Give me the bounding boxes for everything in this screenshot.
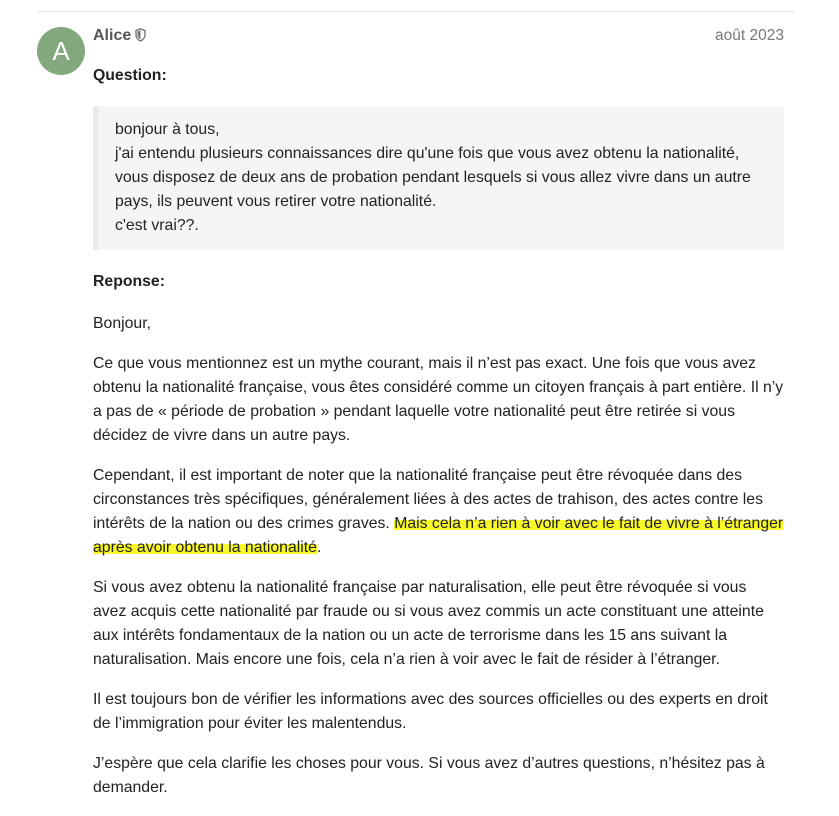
- paragraph-text: Cependant, il est important de noter que la nationalité française peut être révoquée dans des circonstances très spécifiques, généralement liées à des actes de trahison, des actes contre les intérêts de la nation ou des crimes graves.: [93, 467, 763, 532]
- highlighted-text: Mais cela n’a rien à voir avec le fait de vivre à l’étranger après avoir obtenu la nationalité: [93, 515, 784, 556]
- post-date[interactable]: août 2023: [715, 27, 784, 44]
- post-body: [93, 64, 784, 816]
- top-divider: [37, 11, 795, 12]
- answer-greeting: Bonjour,: [93, 315, 151, 332]
- quote-line: pays, ils peuvent vous retirer votre nationalité.: [115, 193, 437, 210]
- quote-line: vous disposez de deux ans de probation pendant lesquels si vous allez vivre dans un autre: [115, 169, 751, 186]
- question-heading: Question:: [93, 67, 167, 84]
- answer-heading: Reponse:: [93, 273, 165, 290]
- paragraph-text: .: [316, 539, 322, 556]
- answer-paragraph-5: J’espère que cela clarifie les choses pour vous. Si vous avez d’autres questions, n’hésitez pas à demander.: [93, 755, 765, 796]
- shield-icon: [135, 28, 146, 42]
- answer-paragraph-4: Il est toujours bon de vérifier les informations avec des sources officielles ou des experts en droit de l’immigration pour éviter les malentendus.: [93, 691, 768, 732]
- answer-paragraph-1: Ce que vous mentionnez est un mythe courant, mais il n’est pas exact. Une fois que vous avez obtenu la nationalité française, vous êtes considéré comme un citoyen français à part entière. Il n’y a pas de « période de probation » pendant laquelle votre nationalité peut être retirée si vous décidez de vivre dans un autre pays.: [93, 355, 784, 444]
- quote-line: c'est vrai??.: [115, 217, 199, 234]
- quote-line: j'ai entendu plusieurs connaissances dire qu'une fois que vous avez obtenu la nationalité,: [115, 145, 740, 162]
- answer-paragraph-2: [93, 464, 784, 560]
- username[interactable]: Alice: [93, 27, 132, 44]
- question-quote: [93, 106, 784, 250]
- post-header: [93, 25, 784, 47]
- avatar[interactable]: A: [37, 27, 85, 75]
- answer-paragraph-3: Si vous avez obtenu la nationalité française par naturalisation, elle peut être révoquée si vous avez acquis cette nationalité par fraude ou si vous avez commis un acte constituant une atteinte aux intérêts fondamentaux de la nation ou un acte de terrorisme dans les 15 ans suivant la naturalisation. Mais encore une fois, cela n’a rien à voir avec le fait de résider à l’étranger.: [93, 579, 764, 668]
- quote-line: bonjour à tous,: [115, 121, 220, 138]
